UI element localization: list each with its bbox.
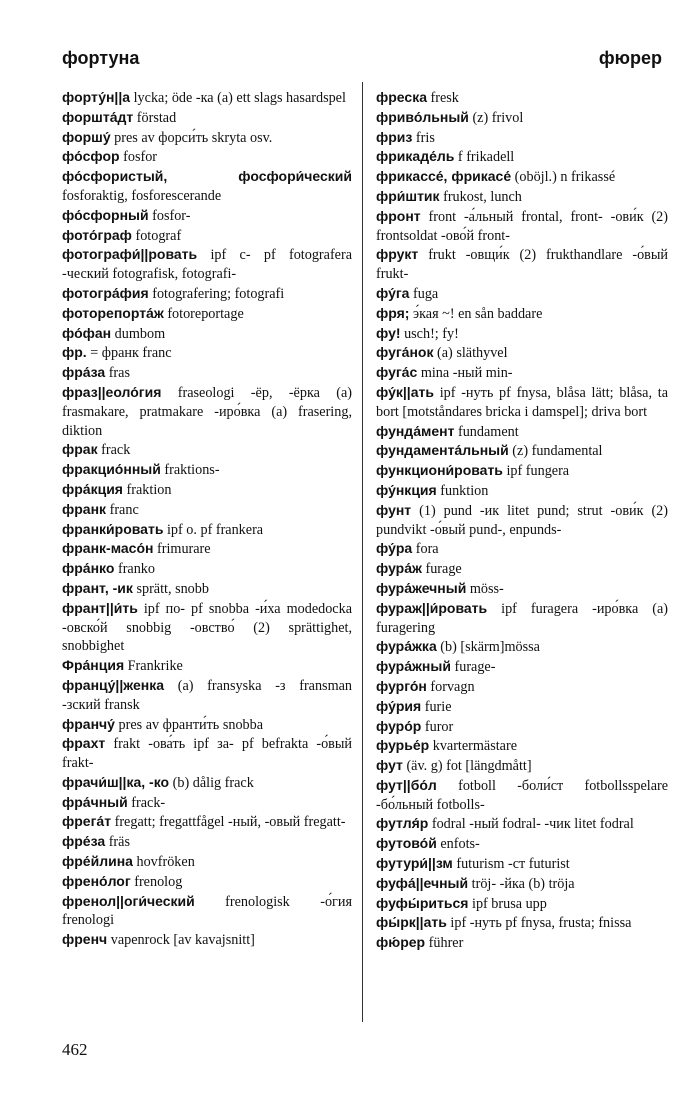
entry-definition: förstad: [136, 109, 177, 126]
entry-headword: фура́жка: [376, 638, 437, 655]
entry-headword: фре́за: [62, 833, 106, 850]
entry-headword: фра́кция: [62, 480, 123, 497]
entry-headword: фю́рер: [376, 934, 426, 951]
entry-headword: фото́граф: [62, 226, 132, 243]
entry-headword: франт||и́ть: [62, 599, 138, 616]
entry-definition: frukost, lunch: [443, 188, 522, 205]
entry-headword: фура́ж: [376, 560, 422, 577]
entry-headword: фоторепорта́ж: [62, 304, 164, 321]
dictionary-entry: [62, 284, 352, 304]
entry-definition: fosforaktig, fosforescerande: [62, 187, 222, 204]
entry-definition: ipf с- pf fotografera -ческий fotografisk, fotografi-: [62, 247, 352, 283]
entry-definition: fresk: [430, 90, 459, 106]
dictionary-entry: [376, 874, 668, 894]
entry-headword: фура́жечный: [376, 579, 467, 596]
dictionary-entry: [376, 637, 668, 657]
entry-headword: фуга́с: [376, 364, 418, 381]
entry-headword: фра́чный: [62, 793, 128, 810]
dictionary-entry: [376, 481, 668, 501]
entry-headword: фу́рия: [376, 697, 422, 714]
entry-definition: fraktions-: [164, 462, 220, 479]
entry-definition: forvagn: [430, 678, 475, 695]
entry-definition: frimurare: [157, 541, 211, 558]
left-column: [62, 88, 352, 950]
entry-headword: фу́га: [376, 284, 410, 301]
dictionary-entry: [376, 207, 668, 246]
dictionary-entry: [62, 734, 352, 773]
dictionary-entry: [62, 383, 352, 440]
dictionary-entry: [376, 933, 668, 953]
dictionary-entry: [62, 832, 352, 852]
entry-definition: fosfor-: [152, 207, 191, 224]
dictionary-entry: [376, 677, 668, 697]
dictionary-entry: [62, 812, 352, 832]
entry-headword: фракцио́нный: [62, 461, 161, 478]
entry-definition: fora: [415, 541, 439, 558]
running-head-left: фортуна: [62, 48, 140, 68]
entry-headword: фурго́н: [376, 677, 427, 694]
dictionary-entry: [62, 559, 352, 579]
entry-definition: sprätt, snobb: [136, 580, 209, 597]
entry-headword: фурье́р: [376, 737, 430, 754]
entry-headword: футово́й: [376, 835, 437, 852]
entry-headword: фо́сфорный: [62, 206, 149, 223]
entry-definition: pres av франти́ть snobba: [118, 716, 264, 733]
entry-headword: фу́к||ать: [376, 383, 434, 400]
entry-definition: franko: [117, 561, 155, 578]
entry-definition: enfots-: [440, 836, 480, 853]
entry-headword: форту́н||а: [62, 89, 131, 105]
entry-definition: fotoreportage: [167, 305, 244, 322]
dictionary-entry: [376, 834, 668, 854]
entry-headword: франт, -ик: [62, 579, 133, 596]
entry-headword: франк: [62, 500, 107, 517]
entry-definition: fosfor: [123, 149, 158, 166]
dictionary-entry: [62, 500, 352, 520]
dictionary-entry: [376, 657, 668, 677]
dictionary-entry: [376, 304, 668, 324]
entry-definition: furor: [424, 718, 454, 735]
entry-definition: ipf fungera: [506, 463, 570, 480]
page-number: 462: [62, 1040, 88, 1059]
entry-headword: фо́фан: [62, 324, 112, 341]
dictionary-entry: [376, 167, 668, 187]
entry-headword: Фра́нция: [62, 657, 125, 674]
entry-definition: (oböjl.) n frikassé: [514, 169, 616, 186]
entry-headword: форшта́дт: [62, 108, 134, 125]
entry-headword: френо́лог: [62, 872, 131, 889]
dictionary-entry: [62, 304, 352, 324]
entry-headword: фу́ра: [376, 540, 413, 557]
dictionary-entry: [62, 147, 352, 167]
entry-headword: фри́штик: [376, 187, 440, 204]
dictionary-entry: [376, 579, 668, 599]
entry-headword: фрукт: [376, 246, 419, 263]
entry-definition: (b) [skärm]mössa: [440, 639, 540, 656]
entry-headword: фра́нко: [62, 560, 115, 577]
entry-definition: frack: [101, 442, 131, 459]
entry-headword: фотографи́||ровать: [62, 246, 198, 263]
entry-headword: франк-масо́н: [62, 540, 154, 557]
entry-definition: ipf -нуть pf fnysa, frusta; fnissa: [450, 915, 632, 932]
entry-headword: фрахт: [62, 735, 106, 752]
entry-headword: фрега́т: [62, 813, 112, 830]
entry-definition: kvartermästare: [432, 738, 518, 755]
dictionary-entry: [62, 440, 352, 460]
entry-definition: fraktion: [126, 481, 172, 498]
entry-headword: франки́ровать: [62, 520, 164, 537]
dictionary-entry: [62, 715, 352, 735]
entry-definition: furage: [425, 561, 462, 578]
entry-headword: фы́рк||ать: [376, 914, 447, 931]
entry-definition: franc: [109, 501, 139, 518]
entry-definition: ipf -нуть pf fnysa, blåsa lätt; blåsa, ta bort [motståndares bricka i damspel]; driva bort: [376, 384, 669, 420]
running-head-right: фюрер: [598, 48, 662, 68]
entry-headword: фунда́мент: [376, 422, 455, 439]
entry-definition: front -а́льный frontal, front- -ови́к (2) frontsoldat -ово́й front-: [376, 208, 668, 244]
right-column: [376, 88, 668, 953]
entry-definition: ipf o. pf frankera: [166, 521, 264, 538]
entry-headword: фут: [376, 757, 403, 774]
entry-definition: (1) pund -ик litet pund; strut -ови́к (2) pundvikt -о́вый pund-, enpunds-: [376, 502, 669, 538]
entry-headword: френч: [62, 931, 108, 948]
entry-headword: фря;: [376, 304, 410, 321]
entry-definition: frack-: [131, 794, 166, 811]
entry-definition: tröj- -йка (b) tröja: [471, 875, 575, 892]
dictionary-entry: [376, 343, 668, 363]
entry-definition: möss-: [469, 580, 504, 597]
entry-definition: (z) fundamental: [512, 443, 603, 460]
entry-definition: ipf brusa upp: [472, 895, 547, 912]
entry-headword: фут||бо́л: [376, 776, 437, 793]
entry-headword: фрак: [62, 441, 98, 458]
entry-definition: ipf furagera -иро́вка (a) furagering: [376, 600, 669, 636]
dictionary-entry: [376, 894, 668, 914]
entry-definition: frenologisk -о́гия frenologi: [62, 893, 352, 929]
entry-definition: frakt -ова́ть ipf за- pf befrakta -о́вый frakt-: [62, 736, 353, 772]
dictionary-entry: [376, 854, 668, 874]
dictionary-entry: [62, 88, 352, 108]
dictionary-entry: [62, 872, 352, 892]
dictionary-entry: [376, 245, 668, 284]
entry-definition: mina -ный min-: [420, 365, 513, 382]
entry-definition: fodral -ный fodral- -чик litet fodral: [431, 816, 634, 833]
dictionary-entry: [62, 539, 352, 559]
dictionary-entry: [62, 343, 352, 363]
entry-definition: pres av форси́ть skryta osv.: [114, 129, 273, 146]
entry-headword: францу́||женка: [62, 676, 165, 693]
entry-headword: фр.: [62, 344, 87, 361]
entry-headword: френол||оги́ческий: [62, 892, 195, 909]
dictionary-entry: [376, 284, 668, 304]
dictionary-entry: [62, 676, 352, 715]
entry-headword: форшу́: [62, 128, 111, 145]
entry-headword: фо́сфор: [62, 148, 120, 165]
entry-definition: (a) släthyvel: [437, 345, 508, 362]
dictionary-entry: [376, 814, 668, 834]
entry-definition: fuga: [413, 285, 439, 302]
entry-definition: führer: [428, 935, 464, 952]
entry-definition: frenolog: [134, 873, 183, 890]
entry-headword: фуфа́||ечный: [376, 874, 469, 891]
dictionary-entry: [62, 167, 352, 206]
entry-headword: фуга́нок: [376, 344, 434, 361]
entry-definition: Frankrike: [127, 658, 183, 675]
entry-definition: (z) frivol: [472, 109, 524, 126]
entry-definition: fregatt; fregattfågel -ный, -овый fregatt-: [114, 814, 346, 831]
entry-definition: funktion: [440, 482, 489, 499]
entry-definition: vapenrock [av kavajsnitt]: [110, 932, 255, 949]
entry-definition: fris: [415, 129, 435, 146]
dictionary-entry: [376, 756, 668, 776]
dictionary-entry: [62, 108, 352, 128]
entry-headword: футля́р: [376, 815, 429, 832]
entry-definition: furie: [424, 698, 452, 715]
dictionary-entry: [62, 599, 352, 656]
dictionary-entry: [376, 697, 668, 717]
dictionary-entry: [62, 128, 352, 148]
dictionary-entry: [376, 363, 668, 383]
entry-definition: (b) dålig frack: [172, 774, 254, 791]
dictionary-entry: [62, 930, 352, 950]
entry-headword: фотогра́фия: [62, 284, 149, 301]
entry-definition: usch!; fy!: [404, 325, 459, 342]
dictionary-entry: [62, 892, 352, 931]
dictionary-entry: [376, 717, 668, 737]
dictionary-entry: [376, 383, 668, 422]
entry-definition: fras: [108, 365, 130, 382]
entry-definition: lycka; öde -ка (a) ett slags hasardspel: [133, 90, 346, 106]
entry-headword: фуфы́риться: [376, 894, 469, 911]
entry-definition: furage-: [454, 659, 496, 676]
dictionary-entry: [376, 88, 668, 108]
entry-headword: функциони́ровать: [376, 462, 503, 479]
entry-definition: fotografering; fotografi: [152, 285, 285, 302]
entry-headword: фунт: [376, 501, 412, 518]
dictionary-entry: [62, 852, 352, 872]
dictionary-entry: [376, 441, 668, 461]
entry-definition: (äv. g) fot [längdmått]: [406, 758, 532, 775]
entry-headword: фра́за: [62, 364, 106, 381]
dictionary-entry: [376, 324, 668, 344]
entry-headword: фо́сфористый, фосфори́ческий: [62, 168, 352, 185]
dictionary-entry: [376, 108, 668, 128]
entry-headword: франчу́: [62, 715, 115, 732]
dictionary-entry: [62, 480, 352, 500]
entry-headword: фреска: [376, 89, 427, 105]
entry-headword: фронт: [376, 207, 421, 224]
entry-headword: фрикаде́ль: [376, 148, 455, 165]
entry-definition: hovfröken: [136, 854, 195, 871]
dictionary-entry: [62, 773, 352, 793]
dictionary-entry: [62, 520, 352, 540]
entry-definition: frukt -овщи́к (2) frukthandlare -о́вый frukt-: [376, 247, 668, 283]
dictionary-entry: [62, 579, 352, 599]
dictionary-entry: [376, 539, 668, 559]
entry-definition: fräs: [108, 834, 130, 851]
entry-definition: (a) fransyska -з fransman -зский fransk: [62, 677, 353, 713]
entry-headword: фре́йлина: [62, 853, 133, 870]
dictionary-entry: [62, 460, 352, 480]
entry-definition: э́кая ~! en sån baddare: [413, 305, 543, 322]
dictionary-entry: [376, 147, 668, 167]
entry-headword: футури́||зм: [376, 855, 453, 872]
dictionary-entry: [376, 422, 668, 442]
dictionary-entry: [376, 559, 668, 579]
column-divider: [362, 82, 363, 1022]
dictionary-entry: [62, 226, 352, 246]
entry-definition: fotboll -боли́ст fotbollsspelare -бо́льный fotbolls-: [376, 777, 669, 813]
dictionary-entry: [376, 461, 668, 481]
entry-headword: фрикассе́, фрикасе́: [376, 168, 512, 185]
dictionary-entry: [62, 245, 352, 284]
entry-headword: фу!: [376, 324, 401, 341]
dictionary-entry: [62, 363, 352, 383]
entry-headword: фураж||и́ровать: [376, 599, 488, 616]
dictionary-entry: [376, 128, 668, 148]
entry-definition: fraseologi -ёр, -ёрка (a) frasmakare, pratmakare -иро́вка (a) frasering, diktion: [62, 384, 353, 439]
entry-headword: фриво́льный: [376, 108, 469, 125]
entry-definition: futurism -ст futurist: [456, 856, 570, 873]
entry-headword: фрачи́ш||ка, -ко: [62, 773, 170, 790]
entry-headword: фура́жный: [376, 658, 451, 675]
dictionary-entry: [376, 501, 668, 540]
entry-definition: ipf по- pf snobba -и́ха modedocka -овско́й snobbig -овство́ (2) sprättighet, snobbighet: [62, 600, 352, 655]
dictionary-entry: [62, 793, 352, 813]
dictionary-entry: [376, 776, 668, 815]
dictionary-entry: [62, 206, 352, 226]
entry-headword: фундамента́льный: [376, 442, 509, 459]
dictionary-entry: [62, 324, 352, 344]
entry-definition: = франк franc: [90, 345, 172, 362]
entry-definition: fundament: [457, 423, 519, 440]
entry-definition: f frikadell: [457, 149, 515, 166]
entry-headword: фриз: [376, 128, 413, 145]
dictionary-entry: [376, 913, 668, 933]
dictionary-entry: [376, 187, 668, 207]
entry-headword: фу́нкция: [376, 481, 437, 498]
entry-headword: фраз||еоло́гия: [62, 383, 162, 400]
entry-headword: фуро́р: [376, 717, 422, 734]
entry-definition: dumbom: [114, 325, 166, 342]
dictionary-entry: [376, 736, 668, 756]
entry-definition: fotograf: [135, 227, 182, 244]
dictionary-entry: [62, 656, 352, 676]
dictionary-entry: [376, 599, 668, 638]
